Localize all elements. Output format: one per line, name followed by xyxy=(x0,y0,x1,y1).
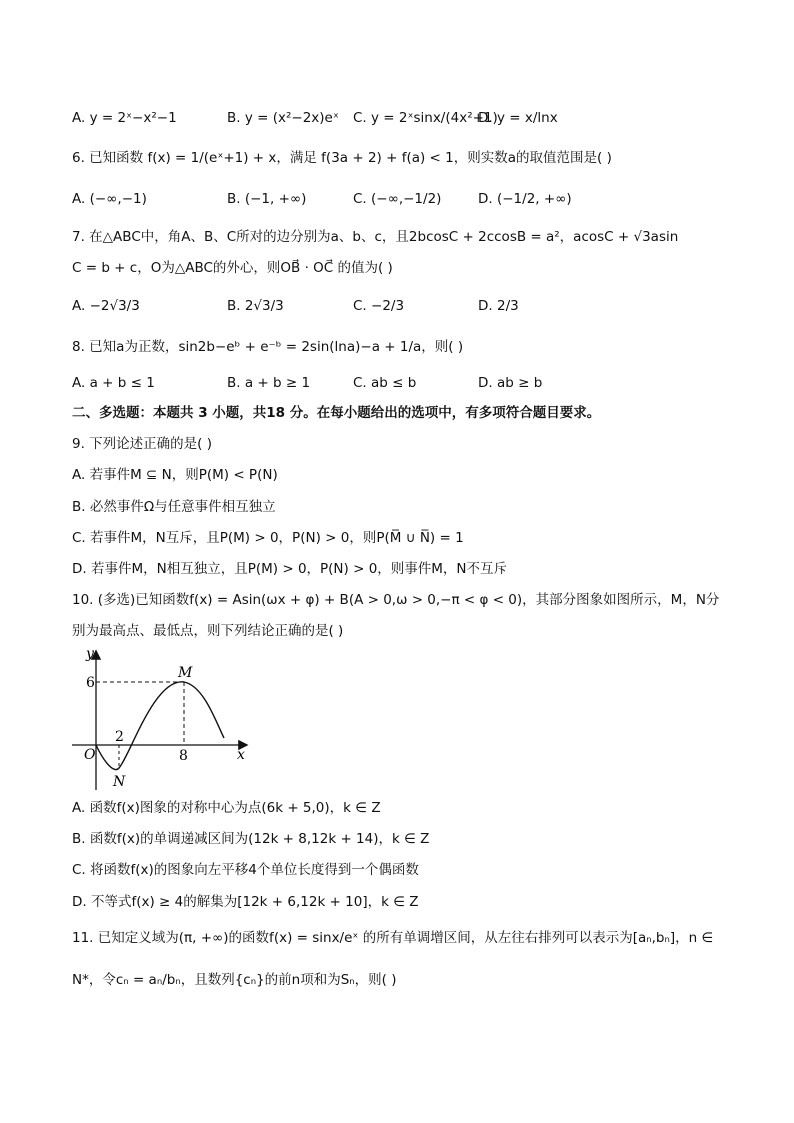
q9-option-c[interactable]: C. 若事件M，N互斥，且P(M) > 0，P(N) > 0，则P(M̅ ∪ N̅) = 1 xyxy=(72,530,464,546)
q10-option-d[interactable]: D. 不等式f(x) ≥ 4的解集为[12k + 6,12k + 10]，k ∈ Z xyxy=(72,894,419,910)
q7-stem-line2: C = b + c，O为△ABC的外心，则OB⃗ · OC⃗ 的值为( ) xyxy=(72,260,393,276)
q6-option-c[interactable]: C. (−∞,−1/2) xyxy=(353,191,442,207)
q5-option-c[interactable]: C. y = 2ˣsinx/(4x²+1) xyxy=(353,110,498,126)
q7-option-b[interactable]: B. 2√3/3 xyxy=(227,298,284,314)
tick-label-8: 8 xyxy=(179,748,188,764)
tick-label-2: 2 xyxy=(115,729,124,745)
q11-stem-line1: 11. 已知定义域为(π, +∞)的函数f(x) = sinx/eˣ 的所有单调增区间，从左往右排列可以表示为[aₙ,bₙ]，n ∈ xyxy=(72,930,714,946)
tick-label-6: 6 xyxy=(86,675,95,691)
q6-stem: 6. 已知函数 f(x) = 1/(eˣ+1) + x，满足 f(3a + 2) + f(a) < 1，则实数a的取值范围是( ) xyxy=(72,150,612,166)
y-axis-label: y xyxy=(86,646,94,662)
q9-option-b[interactable]: B. 必然事件Ω与任意事件相互独立 xyxy=(72,499,276,515)
q10-option-c[interactable]: C. 将函数f(x)的图象向左平移4个单位长度得到一个偶函数 xyxy=(72,862,419,878)
q10-stem-line2: 别为最高点、最低点，则下列结论正确的是( ) xyxy=(72,623,344,639)
q9-stem: 9. 下列论述正确的是( ) xyxy=(72,436,212,452)
sine-curve xyxy=(96,682,224,770)
q5-option-b[interactable]: B. y = (x²−2x)eˣ xyxy=(227,110,339,126)
q5-options xyxy=(72,106,732,130)
q6-option-d[interactable]: D. (−1/2, +∞) xyxy=(478,191,572,207)
q10-option-a[interactable]: A. 函数f(x)图象的对称中心为点(6k + 5,0)，k ∈ Z xyxy=(72,800,381,816)
q8-option-b[interactable]: B. a + b ≥ 1 xyxy=(227,375,311,391)
q11-stem-line2: N*，令cₙ = aₙ/bₙ，且数列{cₙ}的前n项和为Sₙ，则( ) xyxy=(72,972,397,988)
q9-option-a[interactable]: A. 若事件M ⊆ N，则P(M) < P(N) xyxy=(72,467,278,483)
min-point-label: N xyxy=(113,774,126,790)
q5-option-a[interactable]: A. y = 2ˣ−x²−1 xyxy=(72,110,177,126)
q6-option-a[interactable]: A. (−∞,−1) xyxy=(72,191,147,207)
q5-option-d[interactable]: D. y = x/lnx xyxy=(478,110,558,126)
x-axis-label: x xyxy=(237,747,245,763)
q7-option-d[interactable]: D. 2/3 xyxy=(478,298,519,314)
q8-stem: 8. 已知a为正数，sin2b−eᵇ + e⁻ᵇ = 2sin(lna)−a + 1/a，则( ) xyxy=(72,339,464,355)
q7-stem-line1: 7. 在△ABC中，角A、B、C所对的边分别为a、b、c，且2bcosC + 2ccosB = a²，acosC + √3asin xyxy=(72,229,679,245)
q6-options xyxy=(72,187,732,211)
q9-option-d[interactable]: D. 若事件M，N相互独立，且P(M) > 0，P(N) > 0，则事件M，N不互斥 xyxy=(72,561,508,577)
max-point-label: M xyxy=(178,665,193,681)
q6-option-b[interactable]: B. (−1, +∞) xyxy=(227,191,307,207)
origin-label: O xyxy=(84,747,96,763)
q10-option-b[interactable]: B. 函数f(x)的单调递减区间为(12k + 8,12k + 14)，k ∈ Z xyxy=(72,831,430,847)
section-heading: 二、多选题：本题共 3 小题，共18 分。在每小题给出的选项中，有多项符合题目要求。 xyxy=(72,405,601,421)
function-graph xyxy=(66,644,266,792)
q8-option-c[interactable]: C. ab ≤ b xyxy=(353,375,417,391)
q8-option-d[interactable]: D. ab ≥ b xyxy=(478,375,543,391)
q7-option-c[interactable]: C. −2/3 xyxy=(353,298,405,314)
q7-option-a[interactable]: A. −2√3/3 xyxy=(72,298,140,314)
q8-option-a[interactable]: A. a + b ≤ 1 xyxy=(72,375,155,391)
q10-stem-line1: 10. (多选)已知函数f(x) = Asin(ωx + φ) + B(A > 0,ω > 0,−π < φ < 0)，其部分图象如图所示，M，N分 xyxy=(72,592,720,608)
q7-options xyxy=(72,294,732,318)
q8-options xyxy=(72,371,732,395)
